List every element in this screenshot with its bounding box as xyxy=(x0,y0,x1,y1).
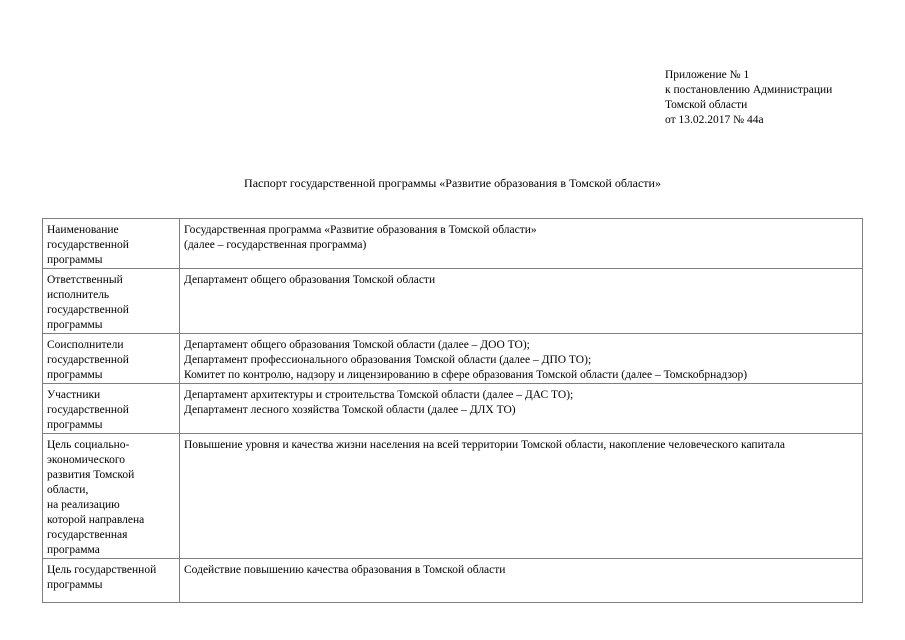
appendix-line: Приложение № 1 xyxy=(665,69,750,81)
row-label-program-goal xyxy=(43,559,180,603)
value-line: Комитет по контролю, надзору и лицензированию в сфере образования Томской области (далее – Томскобрнадзор) xyxy=(184,369,748,381)
value-line: Департамент профессионального образования Томской области (далее – ДПО ТО); xyxy=(184,354,592,366)
row-value-name xyxy=(180,219,863,269)
row-label-responsible xyxy=(43,269,180,334)
value-line: Департамент архитектуры и строительства Томской области (далее – ДАС ТО); xyxy=(184,389,574,401)
passport-table xyxy=(42,218,863,603)
table-row xyxy=(43,269,863,334)
row-value-socioeconomic-goal xyxy=(180,434,863,559)
value-line: Департамент лесного хозяйства Томской области (далее – ДЛХ ТО) xyxy=(184,404,516,416)
row-label-socioeconomic-goal xyxy=(43,434,180,559)
value-line: Государственная программа «Развитие образования в Томской области» xyxy=(184,224,537,236)
label-line: программы xyxy=(47,369,103,381)
label-line: программы xyxy=(47,579,103,591)
value-line: Департамент общего образования Томской области (далее – ДОО ТО); xyxy=(184,339,530,351)
value-line: (далее – государственная программа) xyxy=(184,239,367,251)
row-value-responsible xyxy=(180,269,863,334)
appendix-line: Томской области xyxy=(665,99,748,111)
label-line: Цель государственной xyxy=(47,564,157,576)
document-title: Паспорт государственной программы «Развитие образования в Томской области» xyxy=(244,176,661,190)
label-line: Соисполнители xyxy=(47,339,124,351)
label-line: экономического xyxy=(47,454,126,466)
label-line: программы xyxy=(47,319,103,331)
label-line: государственная xyxy=(47,529,128,541)
label-line: государственной xyxy=(47,239,129,251)
row-label-name xyxy=(43,219,180,269)
label-line: Наименование xyxy=(47,224,119,236)
table-row xyxy=(43,559,863,603)
row-value-participants xyxy=(180,384,863,434)
value-line: Департамент общего образования Томской области xyxy=(184,274,436,286)
label-line: развития Томской xyxy=(47,469,135,481)
table-row xyxy=(43,384,863,434)
appendix-line: от 13.02.2017 № 44а xyxy=(665,114,764,126)
appendix-line: к постановлению Администрации xyxy=(665,84,833,96)
table-row xyxy=(43,219,863,269)
table-row xyxy=(43,434,863,559)
value-line: Повышение уровня и качества жизни населения на всей территории Томской области, накопление человеческого капитала xyxy=(184,439,785,451)
row-label-participants xyxy=(43,384,180,434)
label-line: Ответственный xyxy=(47,274,123,286)
label-line: программа xyxy=(47,544,100,556)
row-label-coexecutors xyxy=(43,334,180,384)
label-line: которой направлена xyxy=(47,514,145,526)
label-line: государственной xyxy=(47,304,129,316)
label-line: Участники xyxy=(47,389,101,401)
label-line: государственной xyxy=(47,404,129,416)
table-row xyxy=(43,334,863,384)
row-value-program-goal xyxy=(180,559,863,603)
label-line: исполнитель xyxy=(47,289,110,301)
label-line: Цель социально- xyxy=(47,439,130,451)
row-value-coexecutors xyxy=(180,334,863,384)
label-line: программы xyxy=(47,419,103,431)
label-line: области, xyxy=(47,484,89,496)
value-line: Содействие повышению качества образования в Томской области xyxy=(184,564,506,576)
appendix-note xyxy=(665,68,832,128)
label-line: программы xyxy=(47,254,103,266)
label-line: государственной xyxy=(47,354,129,366)
label-line: на реализацию xyxy=(47,499,120,511)
